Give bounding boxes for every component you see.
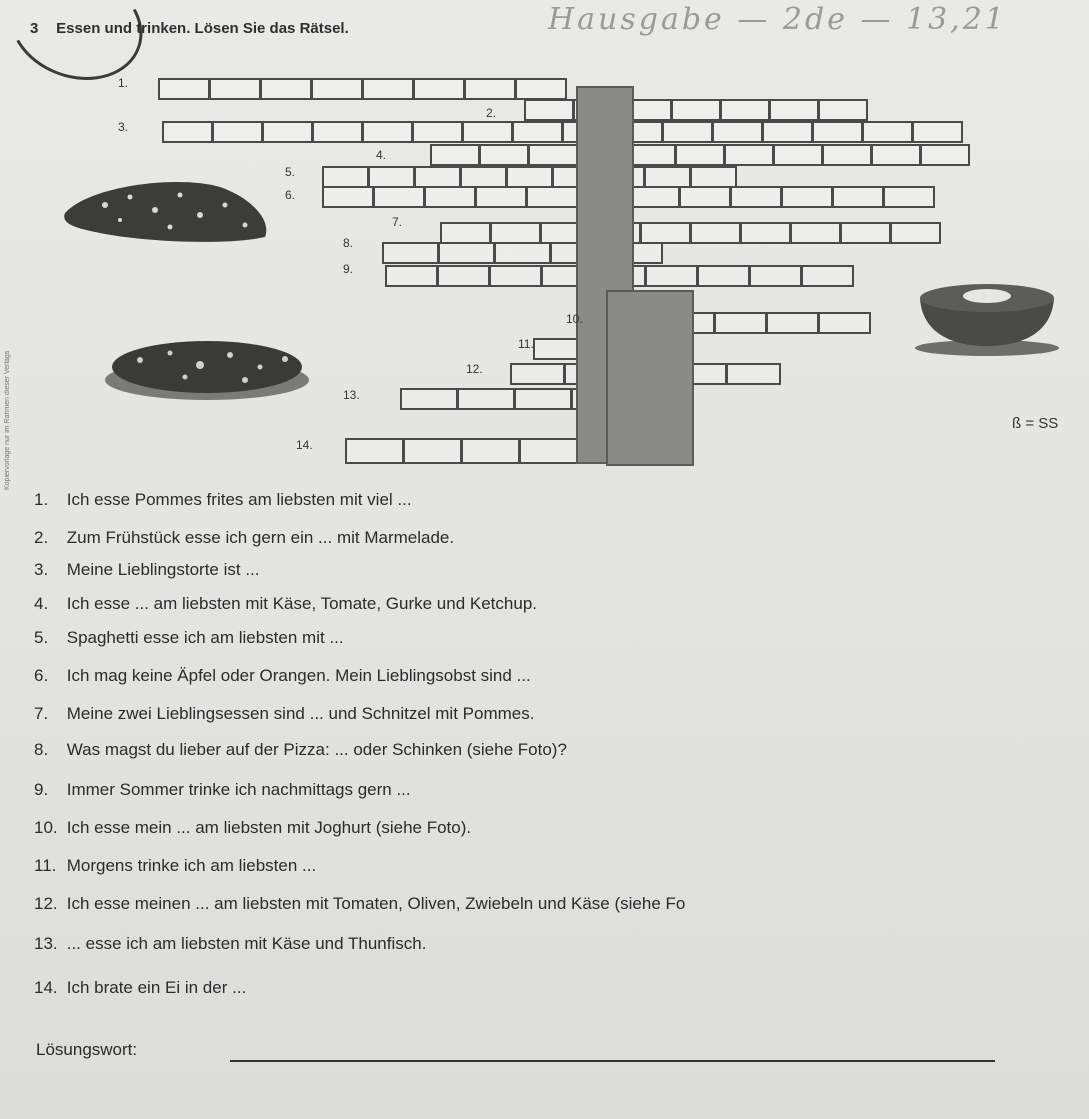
- crossword-cell[interactable]: [162, 121, 213, 143]
- crossword-cell[interactable]: [403, 438, 462, 464]
- grid-number: 8.: [343, 236, 354, 250]
- crossword-cell[interactable]: [382, 242, 439, 264]
- crossword-cell[interactable]: [512, 121, 563, 143]
- crossword-cell[interactable]: [312, 121, 363, 143]
- crossword-cell[interactable]: [457, 388, 515, 410]
- clue-item: [34, 704, 534, 724]
- hint-eszett: ß = SS: [1012, 415, 1059, 432]
- grid-number: 14.: [296, 438, 313, 452]
- clue-item: [34, 666, 531, 686]
- clue-text: Immer Sommer trinke ich nachmittags gern ...: [66, 780, 411, 799]
- clue-text: Ich esse Pommes frites am liebsten mit viel ...: [66, 490, 412, 509]
- crossword-cell[interactable]: [671, 99, 721, 121]
- clue-item: [34, 560, 260, 580]
- crossword-cell[interactable]: [724, 144, 774, 166]
- grid-number: 7.: [392, 215, 403, 229]
- grid-number: 12.: [466, 362, 483, 376]
- crossword-cell[interactable]: [528, 144, 578, 166]
- crossword-cell[interactable]: [414, 166, 461, 188]
- crossword-cell[interactable]: [322, 186, 374, 208]
- crossword-cell[interactable]: [462, 121, 513, 143]
- clue-number: 12.: [34, 894, 58, 913]
- clue-number: 10.: [34, 818, 58, 837]
- crossword-cell[interactable]: [714, 312, 767, 334]
- crossword-cell[interactable]: [526, 186, 578, 208]
- clue-text: Meine zwei Lieblingsessen sind ... und Schnitzel mit Pommes.: [66, 704, 535, 723]
- clue-text: Spaghetti esse ich am liebsten mit ...: [66, 628, 344, 647]
- crossword-cell[interactable]: [790, 222, 841, 244]
- crossword-cell[interactable]: [640, 222, 691, 244]
- crossword-cell[interactable]: [430, 144, 480, 166]
- crossword-cell[interactable]: [726, 363, 781, 385]
- crossword-cell[interactable]: [322, 166, 369, 188]
- clue-item: [34, 856, 316, 876]
- crossword-cell[interactable]: [385, 265, 438, 287]
- crossword-cell[interactable]: [690, 222, 741, 244]
- solution-label: Lösungswort:: [36, 1040, 138, 1059]
- crossword-cell[interactable]: [464, 78, 516, 100]
- clue-number: 1.: [34, 490, 49, 509]
- crossword-cell[interactable]: [871, 144, 921, 166]
- crossword-cell[interactable]: [690, 166, 737, 188]
- crossword-cell[interactable]: [440, 222, 491, 244]
- crossword-cell[interactable]: [515, 78, 567, 100]
- crossword-cell[interactable]: [832, 186, 884, 208]
- crossword-cell[interactable]: [769, 99, 819, 121]
- crossword-cell[interactable]: [494, 242, 551, 264]
- clue-number: 3.: [34, 560, 49, 579]
- grid-number: 5.: [285, 165, 296, 179]
- crossword-cell[interactable]: [311, 78, 363, 100]
- crossword-cell[interactable]: [524, 99, 574, 121]
- crossword-cell[interactable]: [818, 99, 868, 121]
- task-title: Essen und trinken. Lösen Sie das Rätsel.: [56, 20, 349, 37]
- solution-answer-line[interactable]: [230, 1060, 995, 1062]
- crossword-cell[interactable]: [675, 144, 725, 166]
- crossword-cell[interactable]: [740, 222, 791, 244]
- clue-text: Meine Lieblingstorte ist ...: [66, 560, 260, 579]
- crossword-cell[interactable]: [412, 121, 463, 143]
- clue-text: Ich brate ein Ei in der ...: [66, 978, 247, 997]
- crossword-cell[interactable]: [461, 438, 520, 464]
- clue-item: [34, 628, 344, 648]
- handwritten-note: Hausgabe — 2de — 13,21: [548, 2, 1007, 37]
- crossword-cell[interactable]: [912, 121, 963, 143]
- clue-item: [34, 894, 685, 914]
- crossword-cell[interactable]: [862, 121, 913, 143]
- crossword-cell[interactable]: [766, 312, 819, 334]
- clue-item: [34, 818, 471, 838]
- grid-number: 3.: [118, 120, 129, 134]
- crossword-cell[interactable]: [437, 265, 490, 287]
- clue-text: Was magst du lieber auf der Pizza: ... oder Schinken (siehe Foto)?: [66, 740, 567, 759]
- crossword-cell[interactable]: [697, 265, 750, 287]
- crossword-cell[interactable]: [749, 265, 802, 287]
- crossword-cell[interactable]: [890, 222, 941, 244]
- crossword-cell[interactable]: [712, 121, 763, 143]
- grid-number: 6.: [285, 188, 296, 202]
- solution-column-lower: [606, 290, 694, 466]
- clue-item: [34, 594, 537, 614]
- clue-number: 11.: [34, 856, 57, 875]
- crossword-cell[interactable]: [645, 265, 698, 287]
- task-number: 3: [30, 20, 39, 37]
- crossword-cell[interactable]: [883, 186, 935, 208]
- grid-number: 1.: [118, 76, 129, 90]
- clue-item: [34, 780, 411, 800]
- crossword-cell[interactable]: [801, 265, 854, 287]
- crossword-cell[interactable]: [773, 144, 823, 166]
- clue-number: 8.: [34, 740, 49, 759]
- clue-item: [34, 978, 246, 998]
- clue-text: Ich esse meinen ... am liebsten mit Tomaten, Oliven, Zwiebeln und Käse (siehe Fo: [66, 894, 686, 913]
- clue-number: 13.: [34, 934, 58, 953]
- crossword-cell[interactable]: [345, 438, 404, 464]
- crossword-cell[interactable]: [424, 186, 476, 208]
- clue-item: [34, 740, 567, 760]
- crossword-cell[interactable]: [510, 363, 565, 385]
- crossword-cell[interactable]: [628, 186, 680, 208]
- clue-item: [34, 934, 426, 954]
- crossword-cell[interactable]: [720, 99, 770, 121]
- crossword-cell[interactable]: [730, 186, 782, 208]
- crossword-cell[interactable]: [413, 78, 465, 100]
- clue-number: 7.: [34, 704, 49, 723]
- clue-text: Morgens trinke ich am liebsten ...: [66, 856, 317, 875]
- crossword-cell[interactable]: [506, 166, 553, 188]
- clue-item: [34, 528, 454, 548]
- crossword-cell[interactable]: [920, 144, 970, 166]
- crossword-cell[interactable]: [368, 166, 415, 188]
- clue-text: Ich esse ... am liebsten mit Käse, Tomate, Gurke und Ketchup.: [66, 594, 537, 613]
- crossword-cell[interactable]: [644, 166, 691, 188]
- grid-number: 9.: [343, 262, 354, 276]
- grid-number: 11.: [518, 337, 534, 351]
- clue-number: 5.: [34, 628, 49, 647]
- crossword-cell[interactable]: [362, 78, 414, 100]
- crossword-cell[interactable]: [362, 121, 413, 143]
- grid-number: 4.: [376, 148, 387, 162]
- crossword-grid: [0, 0, 1089, 480]
- crossword-cell[interactable]: [158, 78, 210, 100]
- clue-number: 6.: [34, 666, 49, 685]
- crossword-cell[interactable]: [373, 186, 425, 208]
- grid-number: 13.: [343, 388, 360, 402]
- crossword-cell[interactable]: [209, 78, 261, 100]
- grid-number: 10.: [566, 312, 583, 326]
- crossword-cell[interactable]: [679, 186, 731, 208]
- clue-text: ... esse ich am liebsten mit Käse und Thunfisch.: [66, 934, 427, 953]
- crossword-cell[interactable]: [400, 388, 458, 410]
- crossword-cell[interactable]: [262, 121, 313, 143]
- crossword-cell[interactable]: [514, 388, 572, 410]
- copyright-side-text: Kopiervorlage nur im Rahmen dieser Verlags: [4, 350, 11, 490]
- crossword-cell[interactable]: [479, 144, 529, 166]
- crossword-cell[interactable]: [812, 121, 863, 143]
- clue-text: Zum Frühstück esse ich gern ein ... mit Marmelade.: [66, 528, 455, 547]
- crossword-cell[interactable]: [490, 222, 541, 244]
- crossword-cell[interactable]: [460, 166, 507, 188]
- crossword-cell[interactable]: [822, 144, 872, 166]
- clue-number: 14.: [34, 978, 58, 997]
- crossword-cell[interactable]: [212, 121, 263, 143]
- crossword-cell[interactable]: [260, 78, 312, 100]
- clue-item: [34, 490, 412, 510]
- crossword-cell[interactable]: [818, 312, 871, 334]
- clue-number: 4.: [34, 594, 49, 613]
- crossword-cell[interactable]: [475, 186, 527, 208]
- clue-text: Ich mag keine Äpfel oder Orangen. Mein Lieblingsobst sind ...: [66, 666, 531, 685]
- crossword-cell[interactable]: [781, 186, 833, 208]
- crossword-cell[interactable]: [662, 121, 713, 143]
- grid-number: 2.: [486, 106, 497, 120]
- clue-number: 9.: [34, 780, 49, 799]
- clue-number: 2.: [34, 528, 49, 547]
- crossword-cell[interactable]: [840, 222, 891, 244]
- crossword-cell[interactable]: [489, 265, 542, 287]
- clue-text: Ich esse mein ... am liebsten mit Joghurt (siehe Foto).: [66, 818, 472, 837]
- crossword-cell[interactable]: [519, 438, 578, 464]
- crossword-cell[interactable]: [438, 242, 495, 264]
- crossword-cell[interactable]: [762, 121, 813, 143]
